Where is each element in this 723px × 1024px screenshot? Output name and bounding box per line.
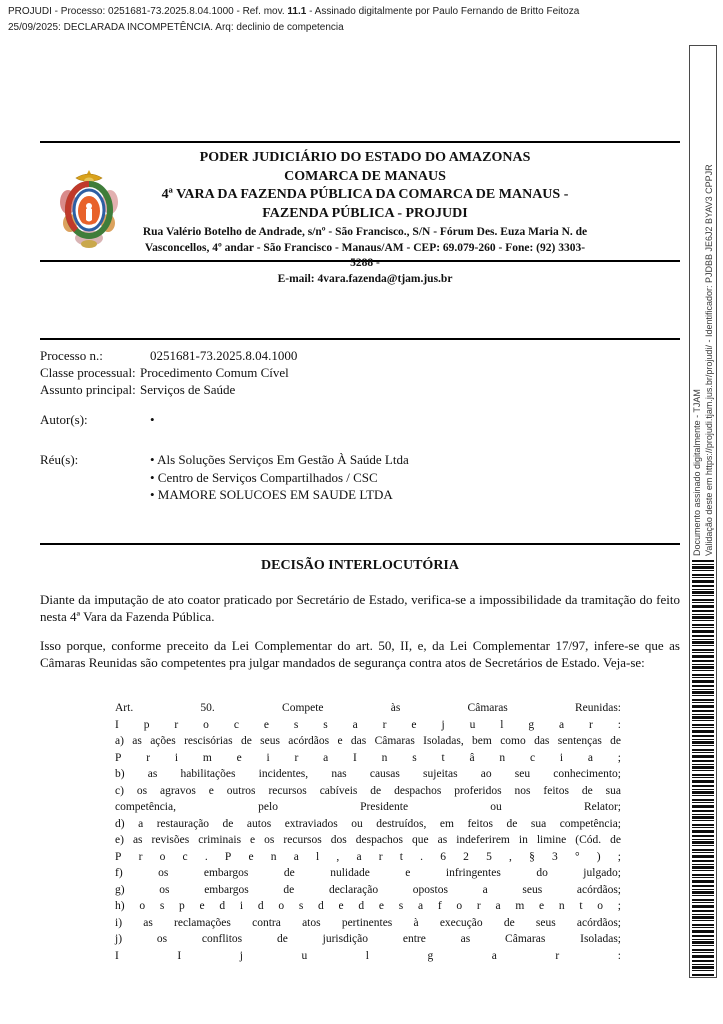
letterhead-address-line: E-mail: 4vara.fazenda@tjam.jus.br [277,272,453,285]
quote-line: j) os conflitos de jurisdição entre as Câmaras Isoladas; [115,933,621,945]
quote-line: e) as revisões criminais e os recursos dos despachos que as indeferirem in limine (Cód. de [115,834,621,846]
process-info-section [40,338,680,504]
quote-line: a) as ações rescisórias de seus acórdãos e das Câmaras Isoladas, bem como das sentenças de [115,735,621,747]
author-label: Autor(s): [40,412,88,427]
author-row [40,411,680,428]
quote-line: I I j u l g a r : [115,949,621,962]
author-value: • [150,412,155,427]
defendant-row [40,451,680,504]
process-number-label: Processo n.: [40,348,103,363]
quote-line: f) os embargos de nulidade e infringentes do julgado; [115,867,621,879]
letterhead-address [135,225,595,287]
court-letterhead [40,141,680,285]
defendant-item: • Als Soluções Serviços Em Gestão À Saúde Ltda [150,452,409,467]
letterhead-address-line: Vasconcellos, 4º andar - São Francisco - Manaus/AM - CEP: 69.079-260 - Fone: (92) 3303-5288 - [144,241,586,269]
process-subject-label: Assunto principal: [40,382,136,397]
quote-line: Art. 50. Compete às Câmaras Reunidas: [115,702,621,714]
letterhead-title-line: FAZENDA PÚBLICA - PROJUDI [262,205,468,221]
process-class-label: Classe processual: [40,365,136,380]
defendant-item: • MAMORE SOLUCOES EM SAUDE LTDA [150,487,393,502]
meta-line-2: 25/09/2025: DECLARADA INCOMPETÊNCIA. Arq: declinio de competencia [8,22,344,33]
meta-line1-post: - Assinado digitalmente por Paulo Fernando de Britto Feitoza [306,6,580,17]
defendant-list [140,451,680,504]
decision-heading: DECISÃO INTERLOCUTÓRIA [261,558,459,573]
process-subject-row [40,381,680,398]
meta-line1-pre: PROJUDI - Processo: 0251681-73.2025.8.04.1000 - Ref. mov. [8,6,288,17]
quote-line: i) as reclamações contra atos pertinentes à execução de seus acórdãos; [115,916,621,929]
meta-ref-mov: 11.1 [287,6,307,17]
quote-line: P r i m e i r a I n s t â n c i a ; [115,751,621,764]
process-subject-value: Serviços de Saúde [140,382,236,397]
signature-rotated-text [692,51,716,556]
letterhead-text [135,149,595,287]
decision-paragraph: Diante da imputação de ato coator praticado por Secretário de Estado, verifica-se a impossibilidade da tramitação do feito nesta 4ª Vara da Fazenda Pública. [40,592,680,624]
process-class-value: Procedimento Comum Cível [140,365,289,380]
signature-line-2: Validação deste em https://projudi.tjam.jus.br/projudi/ - Identificador: PJDBB JE6J2 BYAV3 CPPJR [703,164,714,556]
quote-line: g) os embargos de declaração opostos a seus acórdãos; [115,883,621,896]
letterhead-title-line: 4ª VARA DA FAZENDA PÚBLICA DA COMARCA DE MANAUS - [161,187,569,202]
signature-sidebar [689,45,717,978]
quote-line: h) o s p e d i d o s d e d e s a f o r a m e n t o ; [115,900,621,912]
quote-line: d) a restauração de autos extraviados ou destruídos, em feitos de sua competência; [115,817,621,830]
letterhead-title-line: COMARCA DE MANAUS [284,168,446,184]
defendant-label: Réu(s): [40,452,79,467]
barcode-icon [692,560,714,976]
letterhead-title-line: PODER JUDICIÁRIO DO ESTADO DO AMAZONAS [199,150,531,165]
quote-line: competência, pelo Presidente ou Relator; [115,801,621,813]
quote-line: I p r o c e s s a r e j u l g a r : [115,718,621,731]
signature-text-zone [690,46,718,558]
signature-line-1: Documento assinado digitalmente - TJAM [692,389,702,556]
quote-line: c) os agravos e outros recursos cabíveis de despachos proferidos nos feitos de sua [115,784,621,797]
process-number-value: 0251681-73.2025.8.04.1000 [150,348,298,363]
defendant-item: • Centro de Serviços Compartilhados / CSC [150,469,378,485]
letterhead-address-line: Rua Valério Botelho de Andrade, s/nº - São Francisco., S/N - Fórum Des. Euza Maria N. de [142,226,588,238]
meta-line-1 [8,4,668,20]
section-divider [40,543,680,545]
projudi-meta [8,4,668,36]
decision-paragraph: Isso porque, conforme preceito da Lei Complementar do art. 50, II, e, da Lei Complementar 17/97, infere-se que as Câmaras Reunidas são competentes pra julgar mandados de segurança contra atos de Secretários de Estado. Veja-se: [40,638,680,670]
quote-line: b) as habilitações incidentes, nas causas sujeitas ao seu conhecimento; [115,768,621,780]
process-class-row [40,364,680,381]
quote-line: P r o c . P e n a l , a r t . 6 2 5 , § 3 ° ) ; [115,850,621,863]
tjam-coat-of-arms-icon [56,168,122,249]
legal-quote-block [115,700,621,964]
process-number-row [40,347,680,364]
